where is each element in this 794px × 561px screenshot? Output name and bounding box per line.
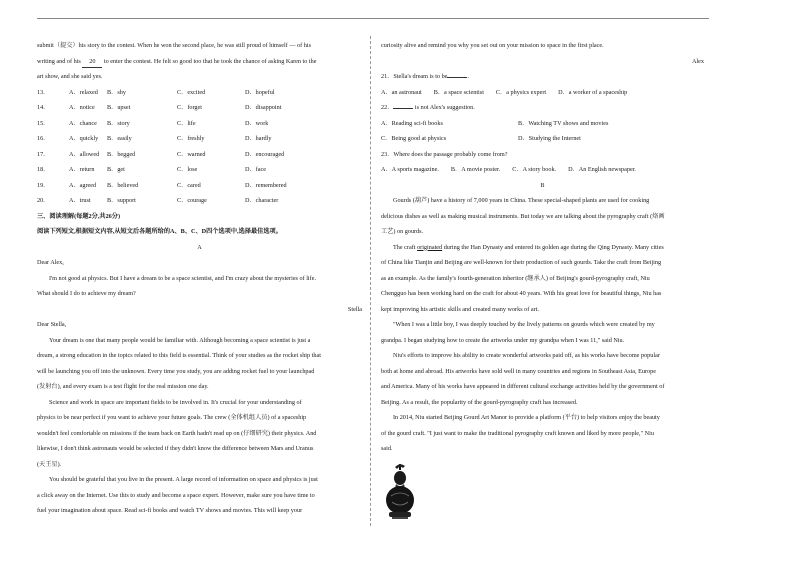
passage-b-line: In 2014, Niu started Beijing Gourd Art Manor to provide a platform (平台) to help visitors enjoy the beauty: [393, 414, 660, 421]
question-number: 14.: [37, 104, 45, 111]
letter1-signature: Stella: [347, 305, 362, 313]
letter2-line: Science and work in space are important fields to be involved in. It's crucial for your understanding of: [49, 398, 302, 406]
column-divider: [370, 36, 371, 526]
option: D．face: [245, 166, 266, 173]
question-22-options: [381, 131, 704, 147]
passage-b-body: [381, 255, 704, 457]
option: C．cared: [177, 181, 201, 189]
letter1-line: I'm not good at physics. But I have a dream to be a space scientist, and I'm crazy about the mysteries of life.: [49, 274, 317, 282]
option: A．chance: [69, 119, 97, 127]
question-22: 22． is not Alex's suggestion.: [381, 100, 704, 116]
passage-b-line: as an example. As the family's fourth-generation inheritor (继承人) of Beijing's gourd-pyrography craft, Niu: [381, 274, 650, 282]
passage-b-line: "When I was a little boy, I was deeply touched by the lively patterns on gourds which were created by my: [393, 321, 655, 328]
option: C．warned: [177, 150, 206, 158]
letter2-line: a click away on the Internet. Use this to study and become a space expert. However, make sure you have time to: [37, 491, 315, 499]
option: D．remembered: [245, 181, 287, 189]
option: D．a worker of a spaceship: [558, 88, 628, 96]
question-number: 19.: [37, 181, 45, 189]
passage-b-line: Chengguo has been working hard on the craft for about 40 years. With his great love for beautiful things, Niu has: [381, 290, 662, 297]
passage-b-line: The craft originated during the Han Dynasty and entered its golden age during the Qing Dynasty. Many cities: [393, 243, 664, 251]
option: A．an astronaut: [381, 88, 422, 96]
option: C．A story book.: [512, 166, 557, 173]
option: A．trust: [69, 197, 91, 204]
passage-b-line: kept improving his artistic skills and created many works of art.: [381, 305, 539, 313]
option: B．upset: [107, 104, 131, 111]
intro-line: art show, and she said yes.: [37, 73, 103, 80]
choice-row: [37, 131, 362, 147]
option: A．notice: [69, 104, 95, 111]
option: D．An English newspaper.: [568, 166, 636, 173]
option: D．Studying the Internet: [518, 135, 581, 142]
option: B．easily: [107, 135, 132, 142]
letter2-line: physics to be near perfect if you want to achieve your future goals. The crew (全体机组人员) of a spaceship: [37, 414, 307, 421]
passage-b-line: Niu's efforts to improve his ability to create wonderful artworks paid off, as his works have become popular: [393, 352, 660, 359]
question-21-options: [381, 85, 704, 101]
passage-b-paragraph: [381, 193, 704, 240]
option: D．hardly: [245, 135, 272, 142]
passage-b-line: grandpa. I began studying how to create the artworks under my grandpa when I was 11," said Niu.: [381, 336, 625, 344]
option: A．relaxed: [69, 88, 98, 96]
option: B．get: [107, 166, 125, 173]
section-instruction: 阅读下列短文,根据短文内容,从短文后各题所给的A、B、C、D四个选项中,选择最佳选项。: [37, 228, 282, 235]
passage-b-line: 工艺) on gourds.: [381, 228, 424, 235]
choice-row: [37, 147, 362, 163]
choice-row: [37, 85, 362, 101]
option: A．quickly: [69, 135, 99, 142]
letter2-greeting: Dear Stella,: [37, 321, 67, 328]
letter2-line: dream, a strong education in the topics related to this field is essential. Think of your studies as the rocket ship that: [37, 352, 321, 359]
letter2-body: [37, 333, 362, 519]
letter1-line: What should I do to achieve my dream?: [37, 290, 136, 297]
letter2-line: fuel your imagination about space. Read sci-fi books and watch TV shows and movies. This will keep your: [37, 507, 303, 514]
option: B．support: [107, 197, 136, 204]
blank-20: 20: [82, 57, 102, 68]
question-22-options: [381, 116, 704, 132]
letter2-line: (发射台), and every exam is a test flight for the real mission one day.: [37, 383, 209, 390]
option: C．freshly: [177, 135, 205, 142]
letter2-line: (天王星).: [37, 460, 62, 468]
top-rule: [37, 18, 709, 19]
option: A．allowed: [69, 150, 100, 158]
right-column: [381, 38, 704, 457]
choice-row: [37, 162, 362, 178]
option: C．courage: [177, 197, 207, 204]
option: D．disappoint: [245, 104, 282, 111]
option: B．story: [107, 119, 130, 127]
option: B．shy: [107, 88, 126, 96]
section-title: 三、阅读理解(每题2分,共26分): [37, 212, 121, 220]
letter2-line: likewise, I don't think astronauts would be selected if they didn't know the difference between Mars and Uranus: [37, 445, 314, 452]
passage-b-line: delicious dishes as well as making musical instruments. But today we are talking about the pyrography craft (烙画: [381, 212, 665, 220]
letter2-line: will be launching you off into the unknown. Every time you study, you are adding rocket fuel to your launchpad: [37, 367, 315, 375]
letter1-greeting: Dear Alex,: [37, 259, 64, 266]
gourd-illustration: [383, 462, 417, 520]
option: D．character: [245, 197, 279, 204]
option: A．return: [69, 166, 95, 173]
option: D．work: [245, 119, 269, 127]
passage-b-line: said.: [381, 445, 393, 452]
question-23-options: [381, 162, 704, 178]
option: C．a physics expert: [495, 88, 547, 96]
choice-row: [37, 116, 362, 132]
option: B．begged: [107, 150, 136, 158]
answer-blank: [393, 101, 413, 109]
question-23: 23．Where does the passage probably come from?: [381, 150, 508, 158]
option: B．a space scientist: [433, 88, 484, 96]
option: C．life: [177, 119, 196, 127]
letter2-line: Your dream is one that many people would be familiar with. Although becoming a space scientist is just a: [49, 336, 311, 344]
question-number: 20.: [37, 197, 45, 204]
passage-b-label: B: [540, 181, 545, 189]
intro-line: writing and of his 20 to enter the contest. He felt so good too that he took the chance of asking Karen to the: [37, 54, 362, 70]
left-column: [37, 38, 362, 519]
option: A．agreed: [69, 181, 97, 189]
option: B．Watching TV shows and movies: [518, 119, 609, 127]
underlined-word: originated: [417, 243, 443, 251]
option: B．believed: [107, 181, 139, 189]
choice-row: [37, 100, 362, 116]
passage-a-label: A: [197, 243, 202, 251]
choice-row: [37, 193, 362, 209]
answer-blank: [447, 70, 467, 78]
question-number: 15.: [37, 119, 45, 127]
passage-b-line: both at home and abroad. His artworks have sold well in many countries and regions in Southeast Asia, Europe: [381, 367, 656, 375]
letter2-end-line: curiosity alive and remind you why you set out on your mission to space in the first place.: [381, 42, 604, 49]
letter2-line: wouldn't feel comfortable on missions if the team back on Earth hadn't read up on (仔细研究) their physics. And: [37, 429, 317, 437]
option: C．lose: [177, 166, 198, 173]
option: C．excited: [177, 88, 206, 96]
option: C．forget: [177, 104, 202, 111]
option: D．encouraged: [245, 150, 285, 158]
question-number: 16.: [37, 135, 45, 142]
letter2-signature: Alex: [691, 57, 704, 65]
option: D．hopeful: [245, 88, 275, 96]
question-21: 21．Stella's dream is to be .: [381, 69, 704, 85]
passage-b-line: and America. Many of his works have appeared in different cultural exchange activities held by the government of: [381, 383, 665, 390]
option: B．A movie poster.: [450, 166, 501, 173]
passage-b-line: Beijing. As a result, the popularity of the gourd-pyrography craft has increased.: [381, 398, 578, 406]
question-number: 13.: [37, 88, 45, 96]
option: A．A sports magazine.: [381, 166, 439, 173]
passage-b-line: of China like Tianjin and Beijing are well-known for their production of such gourds. Take the craft from Beijing: [381, 259, 662, 266]
option: C．Being good at physics: [381, 135, 447, 142]
choice-list: [37, 85, 362, 209]
option: A．Reading sci-fi books: [381, 119, 443, 127]
question-number: 18.: [37, 166, 45, 173]
choice-row: [37, 178, 362, 194]
letter2-line: You should be grateful that you live in the present. A large record of information on space and physics is just: [49, 476, 318, 483]
passage-b-line: Gourds (葫芦) have a history of 7,000 years in China. These special-shaped plants are used for cooking: [393, 197, 650, 204]
intro-line: submit（提交）his story to the contest. When he won the second place, he was still proud of himself — of his: [37, 42, 311, 49]
question-number: 17.: [37, 150, 45, 158]
passage-b-line: of the gourd craft. "I just want to make the traditional pyrography craft known and liked by more people," Niu: [381, 429, 654, 437]
